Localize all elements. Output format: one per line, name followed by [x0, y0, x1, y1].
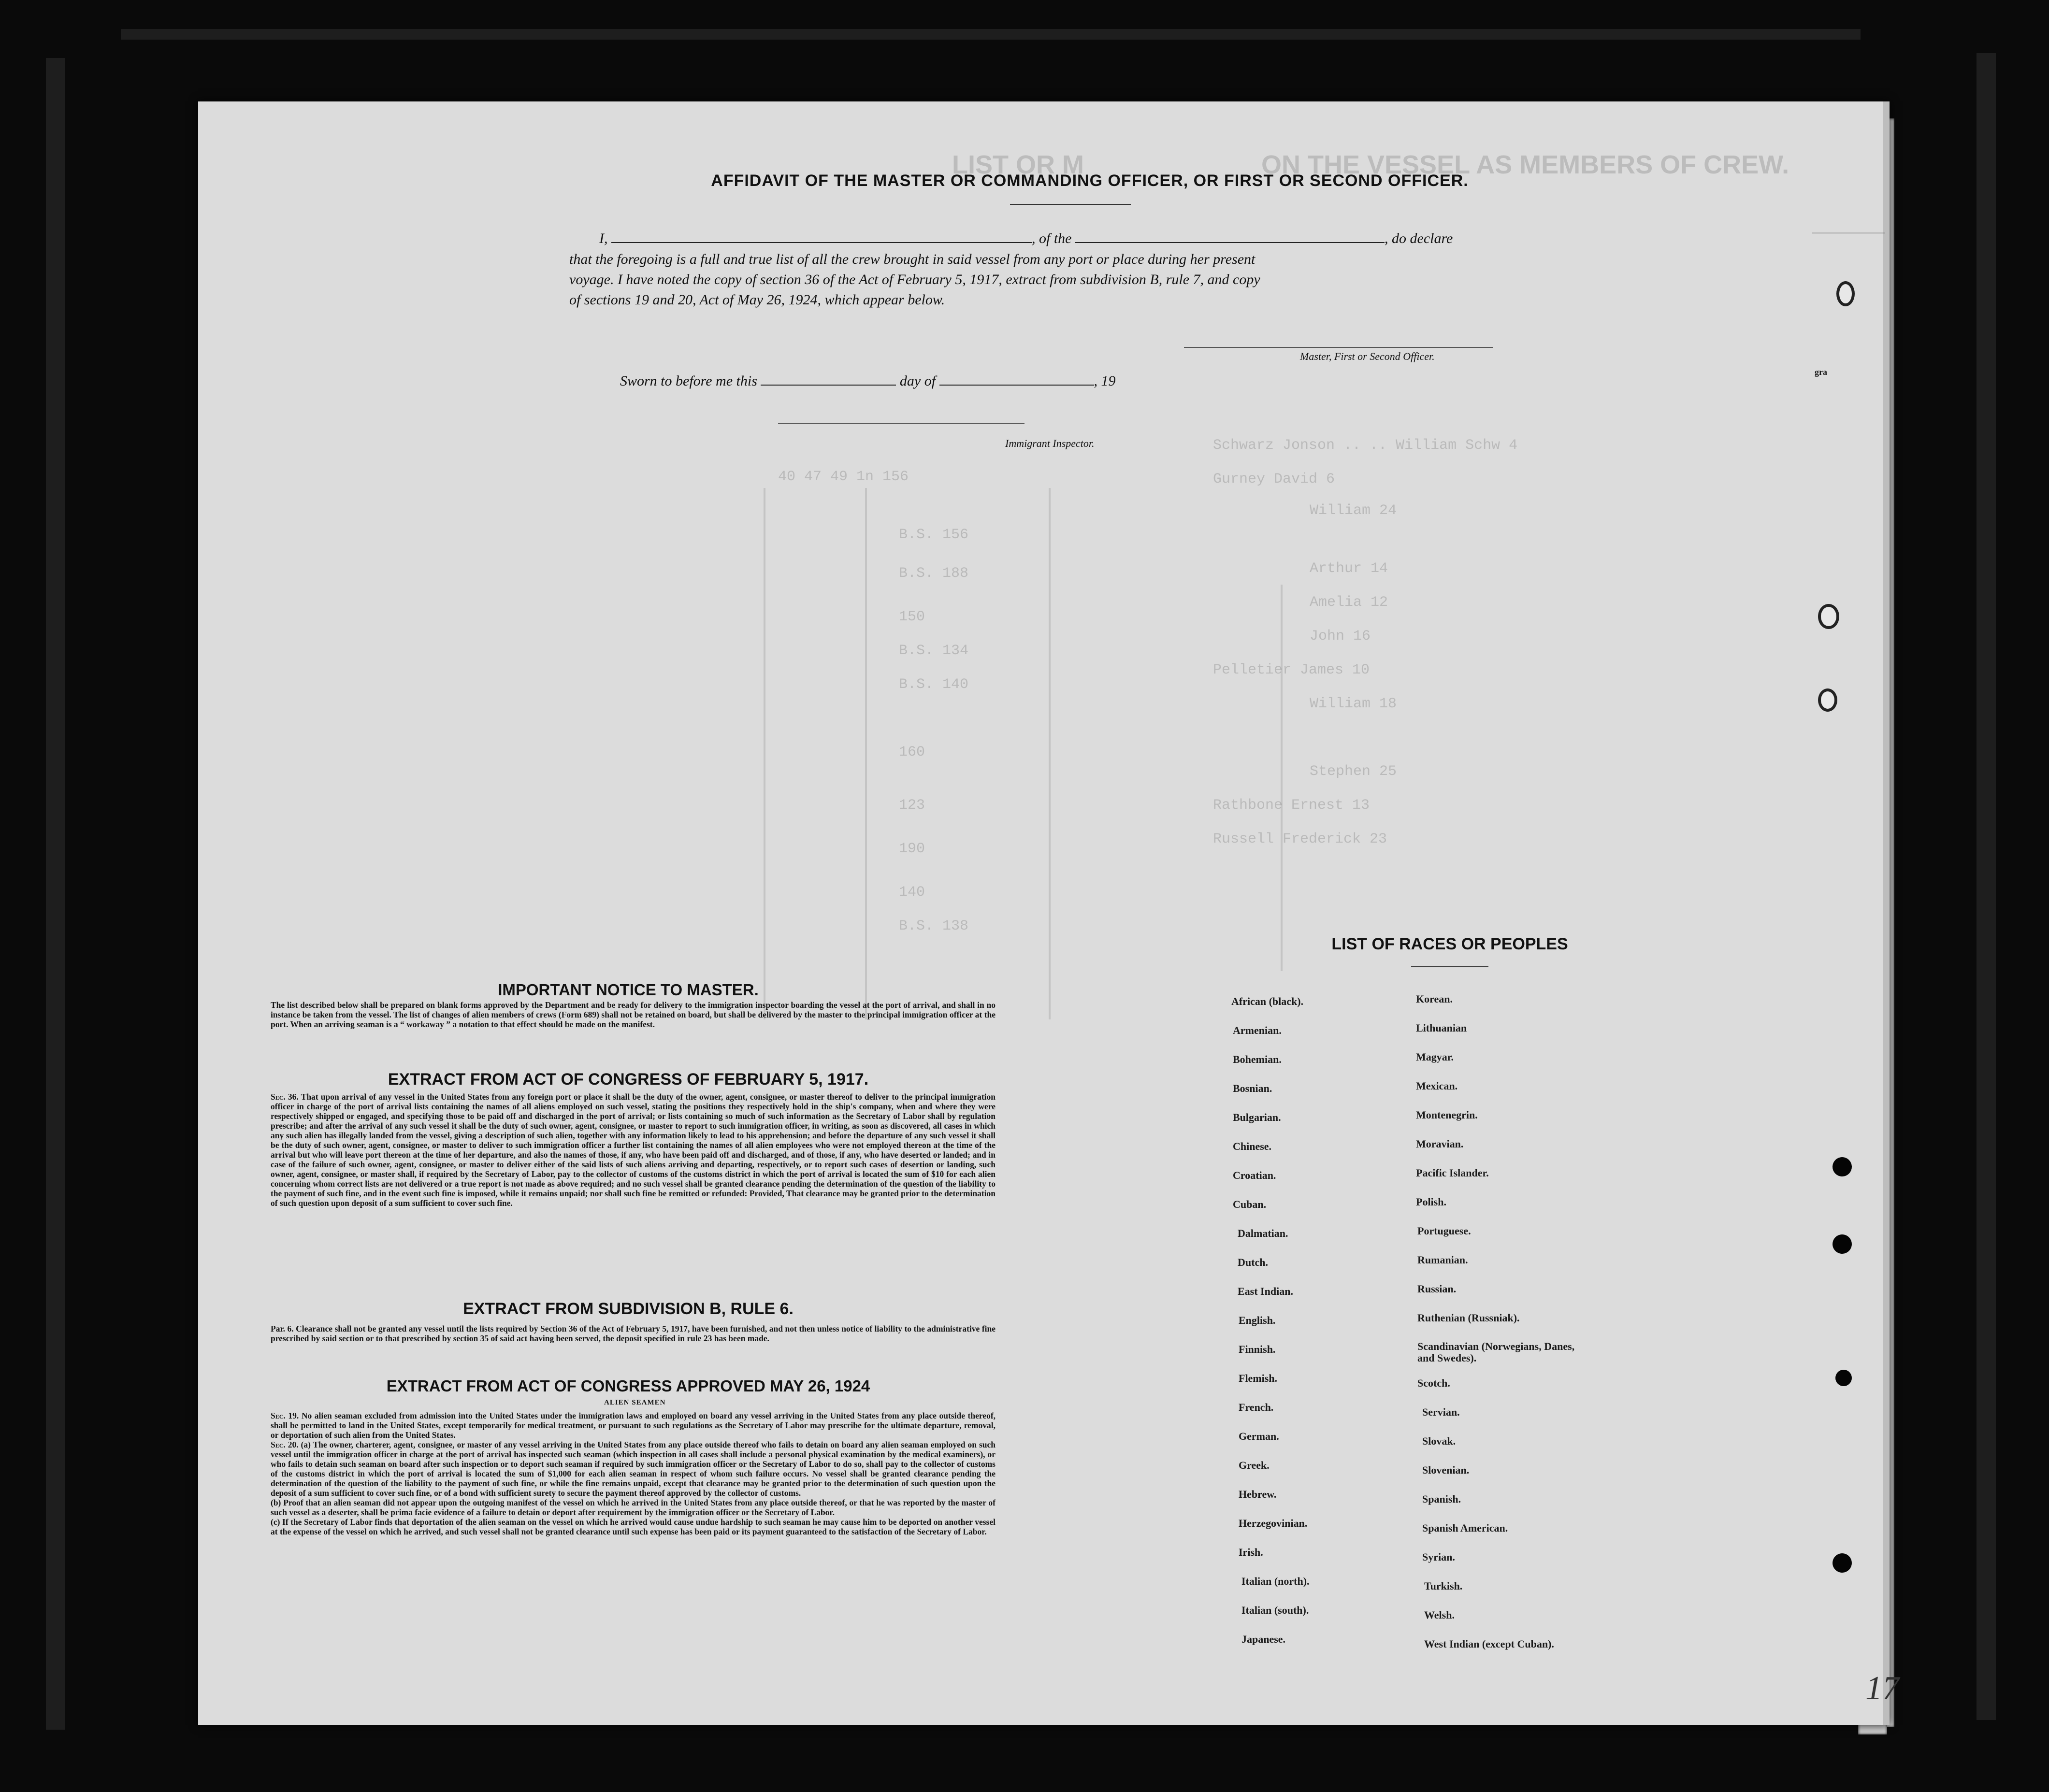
race-item: Syrian. — [1422, 1551, 1455, 1563]
margin-fragment: gra — [1815, 367, 1827, 377]
race-item: German. — [1239, 1430, 1279, 1442]
punch-hole — [1835, 1370, 1852, 1386]
race-item: Flemish. — [1239, 1372, 1278, 1384]
bleed-through: 150 — [899, 609, 925, 625]
race-item: Polish. — [1416, 1196, 1446, 1208]
section-20-b-text: (b) Proof that an alien seaman did not appear upon the outgoing manifest of the vessel on which he arrived in the United States from any place outside thereof, or that he was reported by the master of such vessel as a deserter, shall be prima facie evidence of a failure to detain or deport after requirement by the immigration officer or the Secretary of Labor. — [271, 1498, 996, 1517]
declarant-mid-label: , of the — [1032, 230, 1072, 246]
section-19-text: No alien seaman excluded from admission into the United States under the immigration laws and employed on board any vessel arriving in the United States from any place outside thereof, shall be permitted to land in the United States, except temporarily for medical treatment, or pursuant to such regulations as the Secretary of Labor may prescribe for the ultimate departure, removal, or deportation of such alien from the United States. — [271, 1411, 996, 1440]
bleed-through: B.S. 140 — [899, 676, 969, 693]
sworn-line — [620, 372, 1116, 389]
scan-border — [46, 58, 65, 1730]
race-item: Bosnian. — [1233, 1082, 1272, 1094]
alien-seamen-subhead: ALIEN SEAMEN — [604, 1399, 666, 1406]
bleed-through: ON THE VESSEL AS MEMBERS OF CREW. — [1261, 150, 1789, 179]
race-item: Mexican. — [1416, 1080, 1458, 1092]
master-signature-line[interactable] — [1184, 347, 1493, 348]
race-item: Portuguese. — [1417, 1225, 1471, 1237]
race-item: Welsh. — [1424, 1609, 1455, 1621]
race-item: Spanish American. — [1422, 1522, 1508, 1534]
scan-border — [121, 29, 1861, 40]
race-item: Japanese. — [1241, 1633, 1286, 1645]
race-item: Slovenian. — [1422, 1464, 1470, 1476]
race-item: Hebrew. — [1239, 1488, 1277, 1500]
race-item: Lithuanian — [1416, 1022, 1467, 1034]
race-item: West Indian (except Cuban). — [1424, 1638, 1554, 1650]
sworn-day-field[interactable] — [761, 372, 896, 386]
affidavit-declaration-line — [599, 229, 1453, 247]
scan-border — [1977, 53, 1996, 1720]
binder-ring — [1818, 604, 1839, 629]
bleed-through: 123 — [899, 797, 925, 814]
race-item: Slovak. — [1422, 1435, 1456, 1447]
race-item: French. — [1239, 1401, 1274, 1413]
race-item: Servian. — [1422, 1406, 1460, 1418]
master-signature-label: Master, First or Second Officer. — [1300, 350, 1435, 362]
bleed-through: Pelletier James 10 — [1213, 662, 1370, 678]
declarant-name-field[interactable] — [611, 229, 1032, 243]
race-item: Finnish. — [1239, 1343, 1276, 1355]
bleed-through: B.S. 156 — [899, 527, 969, 543]
race-item: English. — [1239, 1314, 1276, 1326]
races-title: LIST OF RACES OR PEOPLES — [1331, 935, 1568, 953]
bleed-through — [764, 488, 765, 1019]
bleed-through: John 16 — [1310, 628, 1371, 645]
notice-title: IMPORTANT NOTICE TO MASTER. — [498, 981, 759, 999]
race-item: Bulgarian. — [1233, 1111, 1281, 1123]
bleed-through: 140 — [899, 884, 925, 901]
race-item: Cuban. — [1233, 1198, 1267, 1210]
extract-1924-text — [271, 1411, 996, 1536]
affidavit-body-3: of sections 19 and 20, Act of May 26, 1924, which appear below. — [569, 292, 945, 308]
race-item: Magyar. — [1416, 1051, 1454, 1063]
notice-text: The list described below shall be prepared on blank forms approved by the Department and be ready for delivery to the immigration inspector boarding the vessel at the port of arrival, and shall in no instance be taken from the vessel. The list of changes of alien members of crews (Form 689) shall not be retained on board, but shall be delivered by the master to the principal immigration officer at the port. When an arriving seaman is a “ workaway ” a notation to that effect should be made on the manifest. — [271, 1000, 996, 1029]
document-page — [198, 101, 1899, 1725]
race-item: Scotch. — [1417, 1377, 1450, 1389]
section-20-c-text: (c) If the Secretary of Labor finds that deportation of the alien seaman on the vessel on which he arrived would cause undue hardship to such seaman he may cause him to be deported on another vessel at the expense of the vessel on which he arrived, and such vessel shall not be granted clearance until such expense has been paid or its payment guaranteed to the satisfaction of the Secretary of Labor. — [271, 1517, 996, 1536]
inspector-signature-line[interactable] — [778, 423, 1024, 424]
bleed-through: B.S. 138 — [899, 918, 969, 934]
punch-hole — [1833, 1553, 1852, 1573]
race-item: Bohemian. — [1233, 1053, 1282, 1065]
bleed-through — [865, 488, 867, 1019]
race-item: Turkish. — [1424, 1580, 1463, 1592]
bleed-through: William 24 — [1310, 502, 1397, 519]
race-item: Herzegovinian. — [1239, 1517, 1308, 1529]
subdivision-b-text — [271, 1324, 996, 1343]
extract-1917-title: EXTRACT FROM ACT OF CONGRESS OF FEBRUARY 5, 1917. — [388, 1070, 869, 1089]
race-item: Korean. — [1416, 993, 1453, 1005]
punch-hole — [1833, 1157, 1852, 1176]
affidavit-body-2: voyage. I have noted the copy of section 36 of the Act of February 5, 1917, extract from subdivision B, rule 7, and copy — [569, 272, 1260, 287]
bleed-through: Arthur 14 — [1310, 560, 1388, 577]
bleed-through: 160 — [899, 744, 925, 760]
race-item: Dutch. — [1238, 1256, 1268, 1268]
race-item: Ruthenian (Russniak). — [1417, 1312, 1520, 1324]
race-item: Scandinavian (Norwegians, Danes, and Swedes). — [1417, 1340, 1575, 1364]
section-20-label: Sec. 20. — [271, 1440, 299, 1449]
extract-1924-title: EXTRACT FROM ACT OF CONGRESS APPROVED MAY 26, 1924 — [386, 1377, 870, 1395]
races-title-underline — [1411, 966, 1488, 967]
bleed-through — [1812, 232, 1885, 234]
bleed-through: William 18 — [1310, 696, 1397, 712]
race-item: East Indian. — [1238, 1285, 1293, 1297]
bleed-through: 40 47 49 1n 156 — [778, 469, 909, 485]
bleed-through: B.S. 134 — [899, 643, 969, 659]
inspector-signature-label: Immigrant Inspector. — [1005, 437, 1095, 449]
race-item: Moravian. — [1416, 1138, 1464, 1150]
bleed-through: Schwarz Jonson .. .. William Schw 4 — [1213, 437, 1518, 454]
subdivision-b-title: EXTRACT FROM SUBDIVISION B, RULE 6. — [463, 1300, 794, 1318]
sworn-prefix: Sworn to before me this — [620, 373, 757, 389]
race-item: Rumanian. — [1417, 1254, 1468, 1266]
section-20-text: (a) The owner, charterer, agent, consignee, or master of any vessel arriving in the United States from any place outside thereof who fails to detain on board any alien seaman employed on such vessel until the immigration officer in charge at the port of arrival has inspected such seaman (which inspection in all cases shall include a personal physical examination by the medical examiners), or who fails to detain such seaman on board after such inspection or to deport such seaman if required by such immigration officer or the Secretary of Labor to do so, shall pay to the collector of customs of the customs district in which the port of arrival is located the sum of $1,000 for each alien seaman in respect of whom such failure occurs. No vessel shall be granted clearance pending the determination of the question of the liability to the payment of such fine, or while the fine remains unpaid, except that clearance may be granted prior to the determination of such question upon the deposit of a sum sufficient to cover such fine, or of a bond with sufficient surety to secure the payment thereof approved by the collector of customs. — [271, 1440, 996, 1498]
bleed-through: Amelia 12 — [1310, 594, 1388, 611]
bleed-through: 190 — [899, 841, 925, 857]
race-item: Spanish. — [1422, 1493, 1461, 1505]
declarant-prefix: I, — [599, 230, 608, 246]
section-36-label: Sec. 36. — [271, 1092, 299, 1102]
extract-1917-text — [271, 1092, 996, 1208]
punch-hole — [1833, 1234, 1852, 1254]
race-item: Italian (north). — [1241, 1575, 1310, 1587]
bleed-through: Gurney David 6 — [1213, 471, 1335, 487]
race-item: Croatian. — [1233, 1169, 1276, 1181]
race-item: Greek. — [1239, 1459, 1270, 1471]
title-underline — [1010, 204, 1131, 205]
bleed-through — [1049, 488, 1051, 1019]
bleed-through: Rathbone Ernest 13 — [1213, 797, 1370, 814]
race-item: Pacific Islander. — [1416, 1167, 1489, 1179]
par-6-text: Clearance shall not be granted any vessel until the lists required by Section 36 of the Act of February 5, 1917, have been furnished, and not then unless notice of liability to the administrative fine prescribed by said section or to that prescribed by section 35 of said act having been served, the deposit specified in rule 23 has been made. — [271, 1324, 996, 1343]
affidavit-title: AFFIDAVIT OF THE MASTER OR COMMANDING OFFICER, OR FIRST OR SECOND OFFICER. — [711, 172, 1469, 190]
par-6-label: Par. 6. — [271, 1324, 294, 1333]
race-item: African (black). — [1231, 995, 1304, 1007]
bleed-through: Russell Frederick 23 — [1213, 831, 1387, 847]
section-19-label: Sec. 19. — [271, 1411, 299, 1420]
declarant-end-label: , do declare — [1385, 230, 1453, 246]
binder-ring — [1818, 688, 1837, 712]
affidavit-body-1: that the foregoing is a full and true list of all the crew brought in said vessel from any port or place during her present — [569, 251, 1255, 267]
page-number: 17 — [1865, 1670, 1899, 1707]
bleed-through — [1281, 585, 1283, 971]
race-item: Italian (south). — [1241, 1604, 1309, 1616]
bleed-through: B.S. 188 — [899, 565, 969, 582]
bleed-through: Stephen 25 — [1310, 763, 1397, 780]
race-item: Russian. — [1417, 1283, 1457, 1295]
sworn-month-field[interactable] — [939, 372, 1094, 386]
vessel-name-field[interactable] — [1075, 229, 1385, 243]
race-item: Irish. — [1239, 1546, 1263, 1558]
race-item: Chinese. — [1233, 1140, 1272, 1152]
race-item: Armenian. — [1233, 1024, 1282, 1036]
race-item: Montenegrin. — [1416, 1109, 1478, 1121]
section-36-text: That upon arrival of any vessel in the United States from any foreign port or place it shall be the duty of the owner, agent, consignee, or master thereof to deliver to the principal immigration officer in charge of the port of arrival lists containing the names of all aliens employed on such vessel, stating the positions they respectively hold in the ship's company, when and where they were respectively shipped or engaged, and specifying those to be paid off and discharged in the port of arrival; or lists containing so much of such information as the Secretary of Labor shall by regulation prescribe; and after the arrival of any such vessel it shall be the duty of such owner, agent, consignee, or master to report to such immigration officer, in writing, as soon as discovered, all cases in which any such alien has illegally landed from the vessel, giving a description of such alien, together with any information likely to lead to his apprehension; and before the departure of any such vessel it shall be the duty of such owner, agent, consignee, or master to deliver to such immigration officer a further list containing the names of all alien employees who were not employed thereon at the time of the arrival but who will leave port thereon at the time of her departure, and also the names of those, if any, who have been paid off and discharged, and of those, if any, who have deserted or landed; and in case of the failure of such owner, agent, consignee, or master to deliver either of the said lists of such aliens arriving and departing, respectively, or to report such cases of desertion or landing, such owner, agent, consignee, or master shall, if required by the Secretary of Labor, pay to the collector of customs of the customs district in which the port of arrival is located the sum of $10 for each alien concerning whom correct lists are not delivered or a true report is not made as above required; and no such vessel shall be granted clearance pending the determination of the question of the liability to the payment of such fine, and in the event such fine is imposed, while it remains unpaid; nor shall such fine be remitted or refunded: Provided, That clearance may be granted prior to the determination of such question upon deposit of a sum sufficient to cover such fine. — [271, 1092, 996, 1208]
sworn-year-label: , 19 — [1094, 373, 1116, 389]
race-item: Dalmatian. — [1238, 1227, 1288, 1239]
binder-ring — [1836, 281, 1855, 306]
page-edge — [1883, 101, 1890, 1725]
sworn-day-label: day of — [899, 373, 936, 389]
bleed-through: LIST OR M — [952, 150, 1084, 179]
